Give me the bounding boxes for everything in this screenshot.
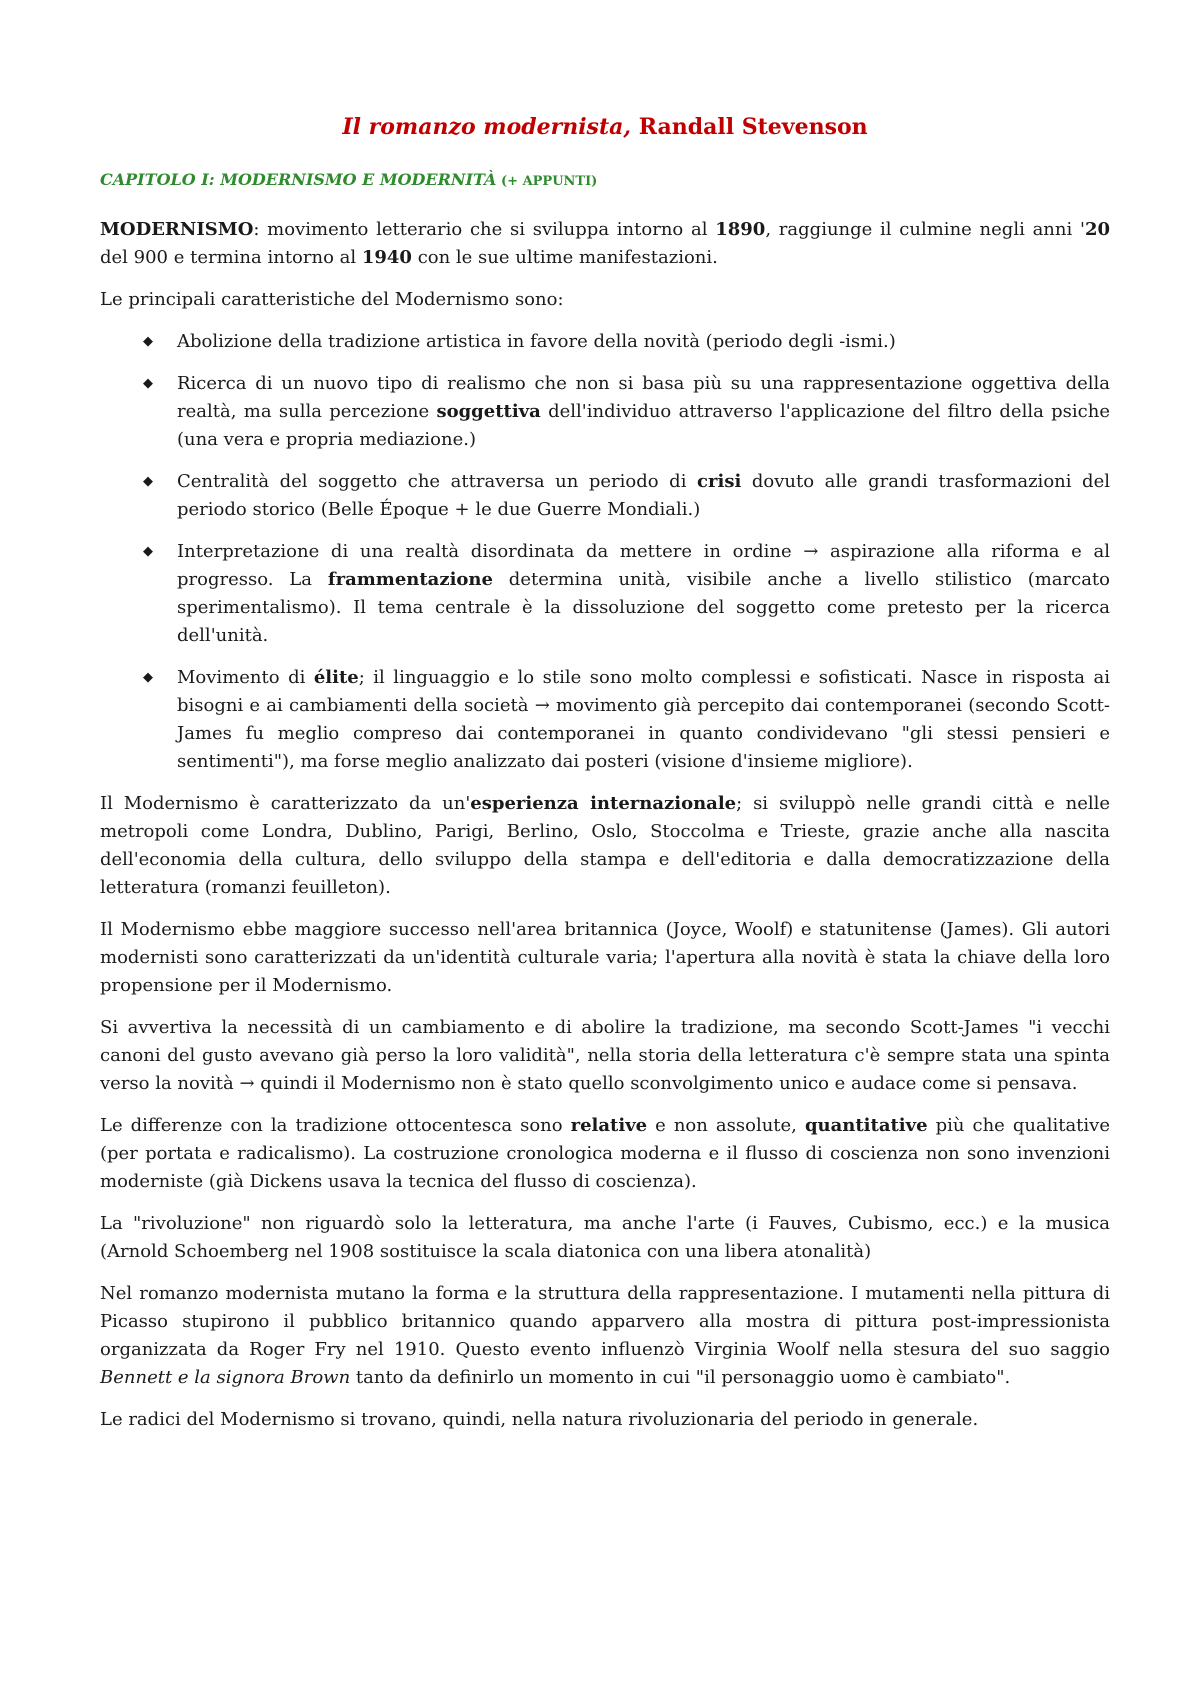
list-item-bold: frammentazione	[327, 569, 493, 590]
diamond-bullet-icon: ◆	[143, 334, 153, 349]
intro-year-3: 1940	[361, 247, 412, 268]
list-item-text: Centralità del soggetto che attraversa un periodo di	[177, 471, 698, 492]
list-item	[100, 538, 1110, 650]
paragraph-italic: Bennett e la signora Brown	[100, 1367, 351, 1388]
list-item-bold: soggettiva	[436, 401, 541, 422]
intro-text-2: , raggiunge il culmine negli anni '	[765, 219, 1085, 240]
list-item-text: Interpretazione di una realtà disordinata da mettere in ordine → aspirazione alla riforma e al progresso. La	[177, 541, 1110, 590]
chapter-main: CAPITOLO I: MODERNISMO E MODERNITÀ	[100, 170, 497, 189]
intro-year-1: 1890	[715, 219, 766, 240]
characteristics-list	[100, 328, 1110, 776]
list-item-bold: crisi	[697, 471, 742, 492]
paragraph-revolution: La "rivoluzione" non riguardò solo la letteratura, ma anche l'arte (i Fauves, Cubismo, ecc.) e la musica (Arnold Schoemberg nel 1908 sostituisce la scala diatonica con una libera atonalità)	[100, 1213, 1110, 1262]
intro-text-4: con le sue ultime manifestazioni.	[411, 247, 718, 268]
paragraph-text: Nel romanzo modernista mutano la forma e la struttura della rappresentazione. I mutamenti nella pittura di Picasso stupirono il pubblico britannico quando apparvero alla mostra di pittura post-impressionista organizzata da Roger Fry nel 1910. Questo evento influenzò Virginia Woolf nella stesura del suo saggio	[100, 1283, 1110, 1360]
intro-text-1: : movimento letterario che si sviluppa intorno al	[253, 219, 716, 240]
paragraph-text: Le differenze con la tradizione ottocentesca sono	[100, 1115, 571, 1136]
list-item-text: dovuto alle grandi trasformazioni del periodo storico (Belle Époque + le due Guerre Mondiali.)	[177, 471, 1110, 520]
paragraph-text: Il Modernismo è caratterizzato da un'	[100, 793, 471, 814]
paragraph-bold: quantitative	[804, 1115, 928, 1136]
paragraph-text: e non assolute,	[647, 1115, 805, 1136]
intro-year-2: 20	[1084, 219, 1111, 240]
paragraph-bold: relative	[570, 1115, 648, 1136]
list-item	[100, 370, 1110, 454]
paragraph-roots: Le radici del Modernismo si trovano, quindi, nella natura rivoluzionaria del periodo in generale.	[100, 1409, 979, 1430]
paragraph-tradition: Si avvertiva la necessità di un cambiamento e di abolire la tradizione, ma secondo Scott-James "i vecchi canoni del gusto avevano già perso la loro validità", nella storia della letteratura c'è sempre stata una spinta verso la novità → quindi il Modernismo non è stato quello sconvolgimento unico e audace come si pensava.	[100, 1017, 1110, 1094]
lead-paragraph: Le principali caratteristiche del Modernismo sono:	[100, 289, 564, 310]
paragraph-text: più che qualitative (per portata e radicalismo). La costruzione cronologica moderna e il flusso di coscienza non sono invenzioni moderniste (già Dickens usava la tecnica del flusso di coscienza).	[100, 1115, 1110, 1192]
paragraph-british: Il Modernismo ebbe maggiore successo nell'area britannica (Joyce, Woolf) e statunitense (James). Gli autori modernisti sono caratterizzati da un'identità culturale varia; l'apertura alla novità è stata la chiave della loro propensione per il Modernismo.	[100, 919, 1110, 996]
diamond-bullet-icon: ◆	[143, 376, 153, 391]
document-page	[100, 112, 1110, 1448]
list-item-text: Ricerca di un nuovo tipo di realismo che non si basa più su una rappresentazione oggettiva della realtà, ma sulla percezione	[177, 373, 1110, 422]
document-title	[100, 112, 1110, 142]
list-item	[100, 328, 1110, 356]
list-item	[100, 468, 1110, 524]
list-item	[100, 664, 1110, 776]
list-item-text: Abolizione della tradizione artistica in favore della novità (periodo degli -ismi.)	[177, 331, 896, 352]
paragraph-text: ; si sviluppò nelle grandi città e nelle metropoli come Londra, Dublino, Parigi, Berlino, Oslo, Stoccolma e Trieste, grazie anche alla nascita dell'economia della cultura, dello sviluppo della stampa e dell'editoria e dalla democratizzazione della letteratura (romanzi feuilleton).	[100, 793, 1111, 898]
chapter-heading	[100, 166, 1110, 196]
chapter-note: (+ APPUNTI)	[496, 174, 598, 189]
intro-paragraph	[100, 216, 1110, 272]
list-item-text: determina unità, visibile anche a livello stilistico (marcato sperimentalismo). Il tema centrale è la dissoluzione del soggetto come pretesto per la ricerca dell'unità.	[177, 569, 1111, 646]
paragraph-international	[100, 790, 1110, 902]
paragraph-bold: esperienza internazionale	[470, 793, 737, 814]
intro-text-3: del 900 e termina intorno al	[100, 247, 362, 268]
list-item-text: Movimento di	[177, 667, 314, 688]
title-author: Randall Stevenson	[631, 114, 868, 140]
list-item-text: ; il linguaggio e lo stile sono molto complessi e sofisticati. Nasce in risposta ai bisogni e ai cambiamenti della società → movimento già percepito dai contemporanei (secondo Scott-James fu meglio compreso dai contemporanei in quanto condividevano "gli stessi pensieri e sentimenti"), ma forse meglio analizzato dai posteri (visione d'insieme migliore).	[177, 667, 1110, 772]
intro-term: MODERNISMO	[100, 219, 254, 240]
diamond-bullet-icon: ◆	[143, 544, 153, 559]
list-item-bold: élite	[313, 667, 359, 688]
title-italic: Il romanzo modernista,	[342, 114, 632, 140]
paragraph-text: tanto da definirlo un momento in cui "il personaggio uomo è cambiato".	[350, 1367, 1011, 1388]
paragraph-differences	[100, 1112, 1110, 1196]
list-item-text: dell'individuo attraverso l'applicazione del filtro della psiche (una vera e propria mediazione.)	[177, 401, 1110, 450]
diamond-bullet-icon: ◆	[143, 670, 153, 685]
diamond-bullet-icon: ◆	[143, 474, 153, 489]
paragraph-form	[100, 1280, 1110, 1392]
